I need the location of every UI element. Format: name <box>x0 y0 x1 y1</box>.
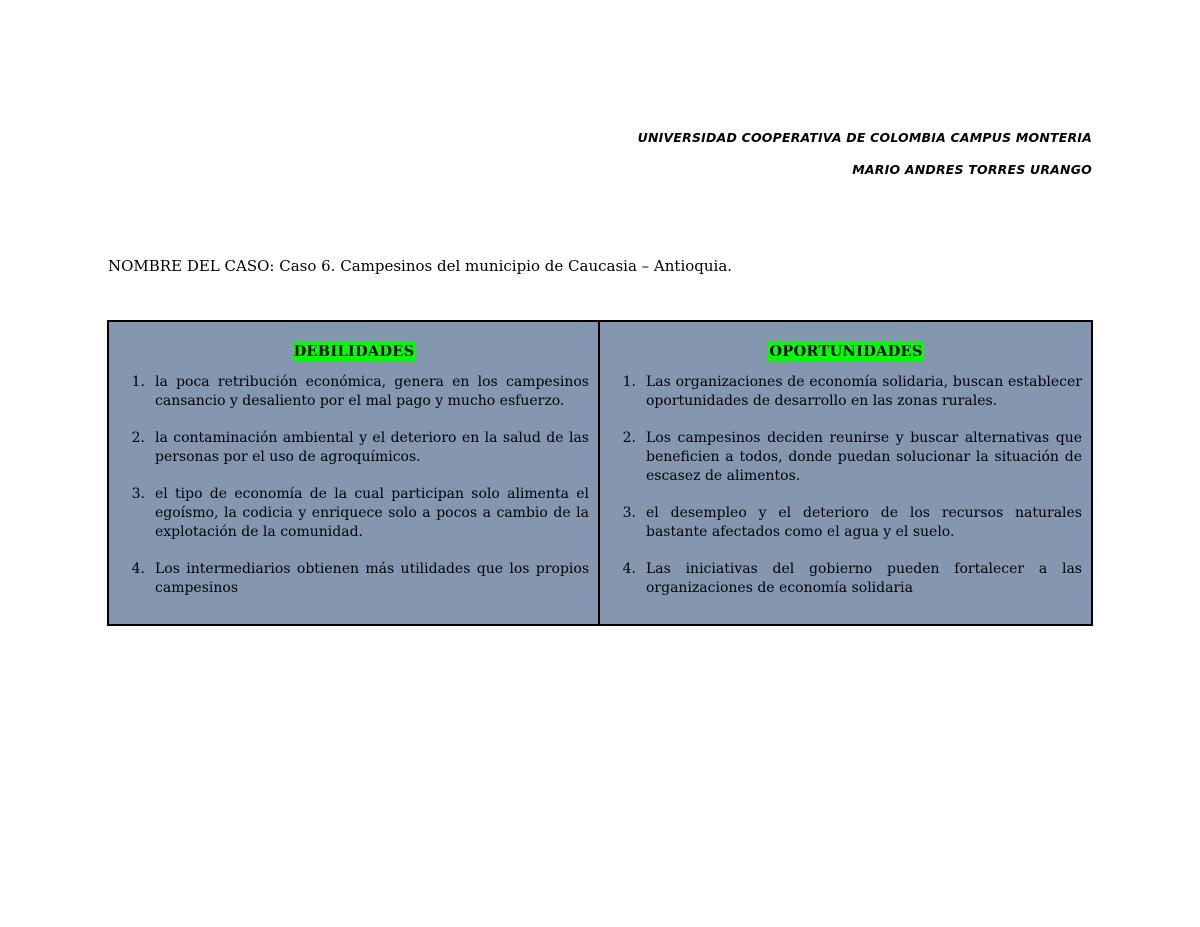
item-number: 1. <box>131 374 145 390</box>
item-number: 2. <box>622 430 636 446</box>
list-item <box>610 429 1082 486</box>
item-text: Los campesinos deciden reunirse y buscar alternativas que beneficien a todos, donde puedan solucionar la situación de escasez de alimentos. <box>646 430 1082 484</box>
item-number: 1. <box>622 374 636 390</box>
list-item <box>119 373 589 411</box>
weaknesses-heading: DEBILIDADES <box>293 343 415 360</box>
item-text: el desempleo y el deterioro de los recursos naturales bastante afectados como el agua y el suelo. <box>646 505 1082 540</box>
author-name: MARIO ANDRES TORRES URANGO <box>852 162 1092 177</box>
item-number: 4. <box>131 561 145 577</box>
opportunities-list <box>610 373 1082 598</box>
list-item <box>119 485 589 542</box>
list-item <box>119 429 589 467</box>
list-item <box>610 504 1082 542</box>
item-text: Las organizaciones de economía solidaria, buscan establecer oportunidades de desarrollo en las zonas rurales. <box>646 374 1082 409</box>
item-text: Las iniciativas del gobierno pueden fortalecer a las organizaciones de economía solidaria <box>646 561 1082 596</box>
item-text: Los intermediarios obtienen más utilidades que los propios campesinos <box>155 561 589 596</box>
weaknesses-list <box>119 373 589 598</box>
list-item <box>119 560 589 598</box>
list-item <box>610 373 1082 411</box>
item-number: 2. <box>131 430 145 446</box>
item-number: 3. <box>131 486 145 502</box>
list-item <box>610 560 1082 598</box>
opportunities-column <box>600 322 1091 624</box>
institution-name: UNIVERSIDAD COOPERATIVA DE COLOMBIA CAMPUS MONTERIA <box>637 130 1092 145</box>
weaknesses-column <box>109 322 600 624</box>
item-text: la contaminación ambiental y el deterioro en la salud de las personas por el uso de agroquímicos. <box>155 430 589 465</box>
item-text: el tipo de economía de la cual participan solo alimenta el egoísmo, la codicia y enriquece solo a pocos a cambio de la explotación de la comunidad. <box>155 486 589 540</box>
opportunities-heading: OPORTUNIDADES <box>769 343 923 360</box>
item-text: la poca retribución económica, genera en los campesinos cansancio y desaliento por el mal pago y mucho esfuerzo. <box>155 374 589 409</box>
item-number: 4. <box>622 561 636 577</box>
case-title: NOMBRE DEL CASO: Caso 6. Campesinos del municipio de Caucasia – Antioquia. <box>108 257 733 275</box>
swot-table <box>107 320 1093 626</box>
item-number: 3. <box>622 505 636 521</box>
